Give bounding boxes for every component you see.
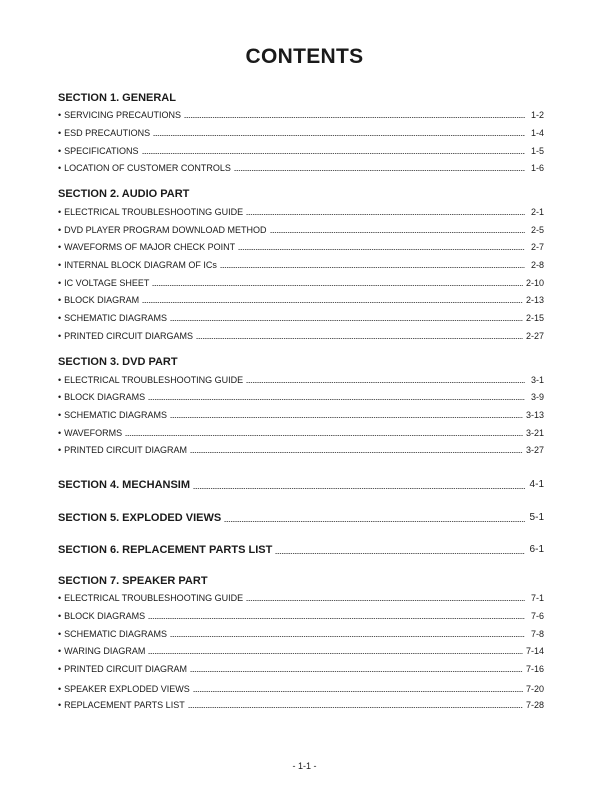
toc-entry-page: 1-4	[530, 128, 544, 138]
toc-entry[interactable]	[58, 610, 544, 622]
page-title: CONTENTS	[245, 45, 364, 68]
toc-entry[interactable]	[58, 145, 544, 157]
toc-entry-page: 2-5	[530, 225, 544, 235]
toc-entry[interactable]	[58, 663, 544, 675]
toc-entry[interactable]	[58, 294, 544, 306]
toc-section-entry[interactable]	[58, 543, 544, 557]
toc-entry[interactable]	[58, 127, 544, 139]
toc-section-label: SECTION 6. REPLACEMENT PARTS LIST	[58, 544, 273, 556]
toc-entry-page: 2-7	[530, 242, 544, 252]
toc-entry[interactable]	[58, 224, 544, 236]
toc-entry-label: PRINTED CIRCUIT DIAGRAM	[64, 664, 187, 674]
dot-leader	[220, 267, 525, 268]
bullet: •	[58, 331, 62, 341]
toc-entry-label: ELECTRICAL TROUBLESHOOTING GUIDE	[64, 375, 244, 385]
toc-section-entry[interactable]	[58, 478, 544, 492]
toc-entry-label: PRINTED CIRCUIT DIARGAMS	[64, 331, 193, 341]
toc-section-page: 5-1	[529, 512, 544, 523]
toc-entry-page: 7-16	[525, 664, 544, 674]
dot-leader	[238, 249, 525, 250]
toc-entry-label: SCHEMATIC DIAGRAMS	[64, 410, 167, 420]
dot-leader	[170, 320, 523, 321]
bullet: •	[58, 128, 62, 138]
toc-section-label: SECTION 5. EXPLODED VIEWS	[58, 512, 222, 524]
toc-entry-page: 1-5	[530, 146, 544, 156]
toc-entry[interactable]	[58, 374, 544, 386]
bullet: •	[58, 207, 62, 217]
toc-entry-page: 2-15	[525, 313, 544, 323]
dot-leader	[148, 653, 523, 654]
dot-leader	[193, 691, 523, 692]
toc-entry-page: 7-14	[525, 646, 544, 656]
dot-leader	[153, 135, 525, 136]
bullet: •	[58, 146, 62, 156]
toc-entry-label: SPEAKER EXPLODED VIEWS	[64, 684, 190, 694]
bullet: •	[58, 664, 62, 674]
bullet: •	[58, 375, 62, 385]
toc-entry-label: SCHEMATIC DIAGRAMS	[64, 629, 167, 639]
toc-entry-page: 7-1	[530, 593, 544, 603]
toc-entry-label: PRINTED CIRCUIT DIAGRAM	[64, 445, 187, 455]
toc-entry-label: WAVEFORMS OF MAJOR CHECK POINT	[64, 242, 236, 252]
toc-entry[interactable]	[58, 330, 544, 342]
toc-entry[interactable]	[58, 312, 544, 324]
bullet: •	[58, 629, 62, 639]
toc-entry-page: 7-6	[530, 611, 544, 621]
bullet: •	[58, 445, 62, 455]
bullet: •	[58, 313, 62, 323]
dot-leader	[125, 435, 523, 436]
toc-entry-label: IC VOLTAGE SHEET	[64, 278, 150, 288]
toc-entry-label: SCHEMATIC DIAGRAMS	[64, 313, 167, 323]
bullet: •	[58, 260, 62, 270]
toc-entry-page: 3-1	[530, 375, 544, 385]
section-heading: SECTION 3. DVD PART	[58, 356, 178, 368]
toc-entry-page: 1-6	[530, 163, 544, 173]
bullet: •	[58, 163, 62, 173]
dot-leader	[224, 521, 525, 522]
toc-entry[interactable]	[58, 277, 544, 289]
toc-section-label: SECTION 4. MECHANSIM	[58, 479, 191, 491]
toc-entry[interactable]	[58, 444, 544, 456]
dot-leader	[190, 452, 523, 453]
dot-leader	[152, 285, 523, 286]
bullet: •	[58, 428, 62, 438]
bullet: •	[58, 611, 62, 621]
toc-entry[interactable]	[58, 683, 544, 695]
toc-entry-label: ESD PRECAUTIONS	[64, 128, 151, 138]
toc-entry-page: 3-9	[530, 392, 544, 402]
bullet: •	[58, 278, 62, 288]
dot-leader	[193, 488, 525, 489]
toc-entry[interactable]	[58, 645, 544, 657]
toc-entry-page: 2-8	[530, 260, 544, 270]
toc-entry-label: BLOCK DIAGRAMS	[64, 611, 146, 621]
section-heading: SECTION 7. SPEAKER PART	[58, 575, 208, 587]
toc-entry-page: 7-28	[525, 700, 544, 710]
dot-leader	[270, 232, 525, 233]
dot-leader	[148, 399, 525, 400]
dot-leader	[246, 214, 525, 215]
bullet: •	[58, 700, 62, 710]
dot-leader	[234, 170, 525, 171]
toc-entry[interactable]	[58, 628, 544, 640]
bullet: •	[58, 392, 62, 402]
bullet: •	[58, 242, 62, 252]
dot-leader	[246, 600, 525, 601]
toc-entry[interactable]	[58, 259, 544, 271]
toc-entry-page: 3-13	[525, 410, 544, 420]
toc-entry-label: REPLACEMENT PARTS LIST	[64, 700, 185, 710]
dot-leader	[275, 553, 525, 554]
dot-leader	[170, 417, 523, 418]
toc-entry-page: 2-27	[525, 331, 544, 341]
toc-entry-page: 3-27	[525, 445, 544, 455]
toc-entry-page: 2-1	[530, 207, 544, 217]
toc-entry-label: BLOCK DIAGRAM	[64, 295, 140, 305]
toc-entry[interactable]	[58, 427, 544, 439]
bullet: •	[58, 295, 62, 305]
toc-entry[interactable]	[58, 241, 544, 253]
bullet: •	[58, 684, 62, 694]
toc-entry[interactable]	[58, 391, 544, 403]
dot-leader	[184, 117, 525, 118]
toc-entry-label: SPECIFICATIONS	[64, 146, 139, 156]
toc-entry[interactable]	[58, 409, 544, 421]
toc-entry-label: ELECTRICAL TROUBLESHOOTING GUIDE	[64, 593, 244, 603]
toc-entry[interactable]	[58, 592, 544, 604]
dot-leader	[142, 302, 523, 303]
toc-entry-page: 3-21	[525, 428, 544, 438]
dot-leader	[246, 382, 525, 383]
toc-entry-label: WARING DIAGRAM	[64, 646, 146, 656]
toc-section-page: 4-1	[529, 479, 544, 490]
dot-leader	[148, 618, 525, 619]
toc-entry-label: WAVEFORMS	[64, 428, 123, 438]
toc-entry-label: INTERNAL BLOCK DIAGRAM OF ICs	[64, 260, 217, 270]
toc-entry[interactable]	[58, 699, 544, 711]
toc-entry-page: 1-2	[530, 110, 544, 120]
dot-leader	[190, 671, 523, 672]
toc-entry-label: BLOCK DIAGRAMS	[64, 392, 146, 402]
bullet: •	[58, 225, 62, 235]
dot-leader	[170, 636, 525, 637]
toc-entry-page: 7-8	[530, 629, 544, 639]
toc-section-entry[interactable]	[58, 511, 544, 525]
toc-entry[interactable]	[58, 162, 544, 174]
dot-leader	[188, 707, 523, 708]
page-number: - 1-1 -	[292, 761, 317, 771]
toc-entry-page: 7-20	[525, 684, 544, 694]
section-heading: SECTION 1. GENERAL	[58, 92, 176, 104]
toc-section-page: 6-1	[529, 544, 544, 555]
dot-leader	[196, 338, 523, 339]
bullet: •	[58, 110, 62, 120]
section-heading: SECTION 2. AUDIO PART	[58, 188, 190, 200]
toc-entry-label: LOCATION OF CUSTOMER CONTROLS	[64, 163, 231, 173]
toc-entry-page: 2-10	[525, 278, 544, 288]
toc-entry[interactable]	[58, 206, 544, 218]
bullet: •	[58, 410, 62, 420]
toc-entry-page: 2-13	[525, 295, 544, 305]
toc-entry-label: DVD PLAYER PROGRAM DOWNLOAD METHOD	[64, 225, 267, 235]
dot-leader	[142, 153, 526, 154]
bullet: •	[58, 646, 62, 656]
toc-entry-label: SERVICING PRECAUTIONS	[64, 110, 182, 120]
toc-entry-label: ELECTRICAL TROUBLESHOOTING GUIDE	[64, 207, 244, 217]
toc-entry[interactable]	[58, 109, 544, 121]
bullet: •	[58, 593, 62, 603]
